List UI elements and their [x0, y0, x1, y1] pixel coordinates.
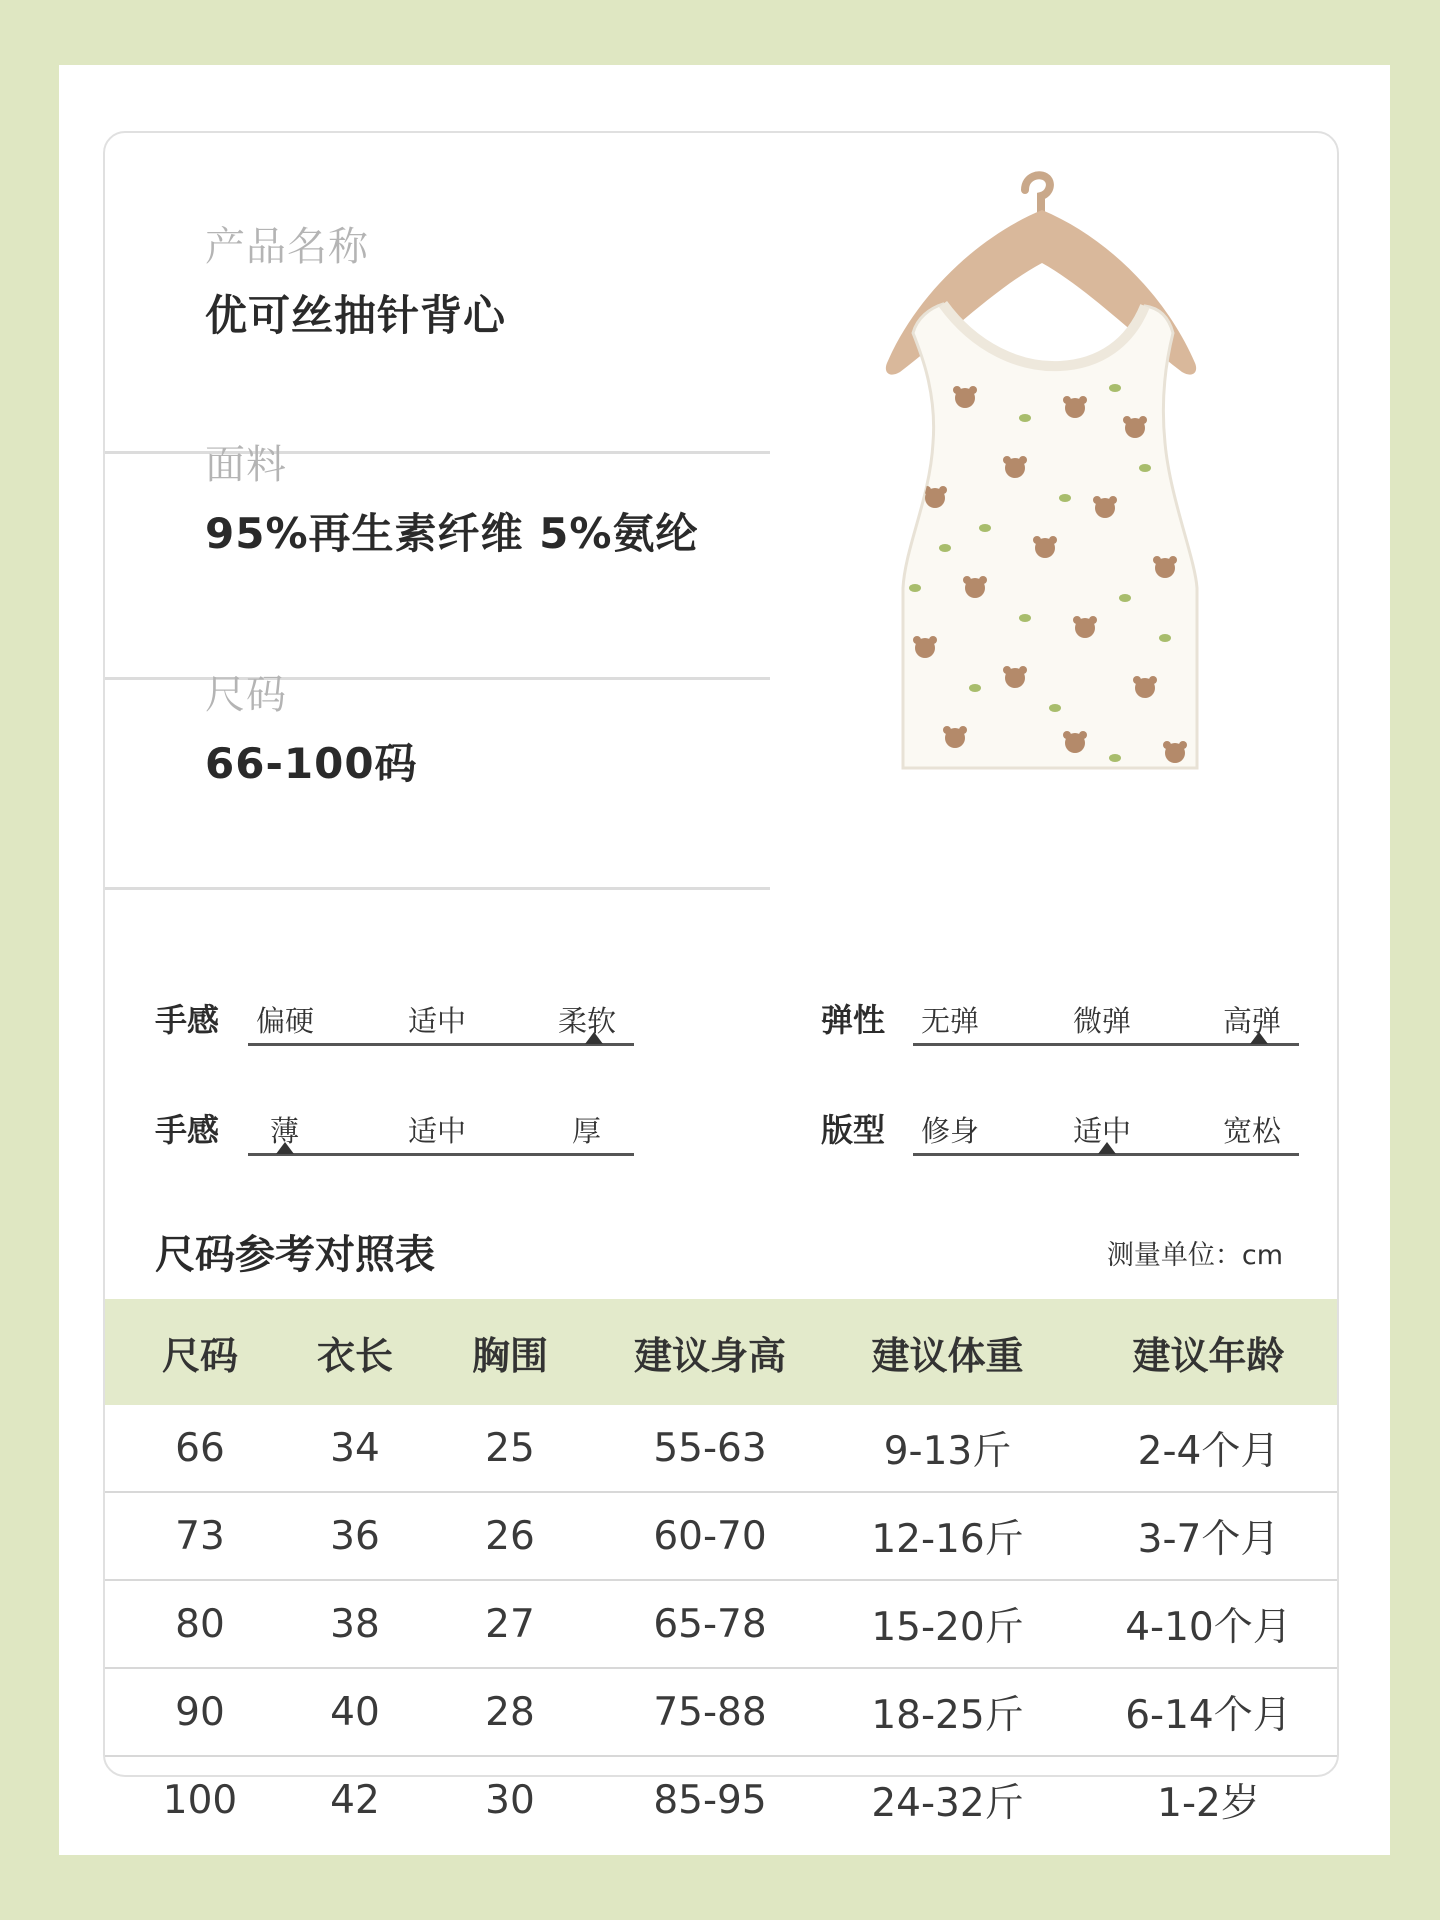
table-cell: 40 [295, 1668, 415, 1756]
scale-marker [276, 1142, 294, 1154]
measurement-unit: 测量单位：cm [1106, 1240, 1283, 1271]
scale-line [913, 1043, 1299, 1046]
table-cell: 25 [415, 1405, 605, 1492]
size-range-value: 66-100码 [205, 739, 418, 788]
scale-marker [585, 1032, 603, 1044]
header-chest: 胸围 [415, 1299, 605, 1405]
scale-option: 适中 [1073, 1114, 1132, 1148]
table-cell: 34 [295, 1405, 415, 1492]
table-cell: 1-2岁 [1157, 1781, 1260, 1826]
attr-title-thickness: 手感 [155, 1111, 220, 1149]
table-cell: 30 [485, 1777, 535, 1823]
scale-option: 适中 [408, 1114, 467, 1148]
table-cell: 24-32斤 [871, 1781, 1024, 1826]
table-cell: 80 [105, 1580, 295, 1668]
product-name-value: 优可丝抽针背心 [205, 291, 507, 340]
table-row [105, 1668, 1337, 1756]
scale-marker [1250, 1032, 1268, 1044]
size-chart-title: 尺码参考对照表 [155, 1232, 435, 1278]
attr-title-fit: 版型 [821, 1111, 886, 1149]
table-cell: 4-10个月 [1080, 1580, 1337, 1668]
table-cell: 75-88 [605, 1668, 815, 1756]
scale-option: 适中 [408, 1004, 467, 1038]
fabric-label: 面料 [205, 442, 287, 488]
product-image [825, 168, 1245, 798]
table-cell: 18-25斤 [815, 1668, 1080, 1756]
table-cell: 73 [105, 1492, 295, 1580]
attr-title-feel: 手感 [155, 1001, 220, 1039]
table-cell: 28 [415, 1668, 605, 1756]
table-cell: 65-78 [605, 1580, 815, 1668]
thickness-scale [248, 1109, 634, 1159]
table-cell: 100 [162, 1777, 238, 1823]
scale-option: 无弹 [921, 1004, 980, 1038]
size-range-label: 尺码 [205, 672, 287, 718]
table-cell: 15-20斤 [815, 1580, 1080, 1668]
divider [105, 887, 770, 890]
scale-marker [1098, 1142, 1116, 1154]
feel-scale [248, 999, 634, 1049]
scale-line [248, 1043, 634, 1046]
table-cell: 27 [415, 1580, 605, 1668]
table-cell: 66 [105, 1405, 295, 1492]
header-height: 建议身高 [605, 1299, 815, 1405]
table-row [105, 1756, 1337, 1843]
header-age: 建议年龄 [1080, 1299, 1337, 1405]
table-cell: 36 [295, 1492, 415, 1580]
page-sheet [59, 65, 1390, 1855]
scale-option: 微弹 [1073, 1004, 1132, 1038]
header-length: 衣长 [295, 1299, 415, 1405]
scale-option: 高弹 [1223, 1004, 1282, 1038]
table-cell: 9-13斤 [815, 1405, 1080, 1492]
table-cell: 42 [330, 1777, 380, 1823]
table-row [105, 1492, 1337, 1580]
table-row [105, 1580, 1337, 1668]
scale-option: 修身 [921, 1114, 980, 1148]
table-cell: 55-63 [605, 1405, 815, 1492]
fit-scale [913, 1109, 1299, 1159]
scale-option: 柔软 [558, 1004, 617, 1038]
table-cell: 26 [415, 1492, 605, 1580]
table-cell: 12-16斤 [815, 1492, 1080, 1580]
scale-option: 偏硬 [256, 1004, 315, 1038]
scale-option: 薄 [270, 1114, 300, 1148]
table-cell: 6-14个月 [1080, 1668, 1337, 1756]
elasticity-scale [913, 999, 1299, 1049]
table-cell: 90 [105, 1668, 295, 1756]
table-cell: 2-4个月 [1080, 1405, 1337, 1492]
product-card [103, 131, 1339, 1826]
scale-line [248, 1153, 634, 1156]
attr-title-elasticity: 弹性 [821, 1001, 886, 1039]
header-weight: 建议体重 [815, 1299, 1080, 1405]
table-cell: 3-7个月 [1080, 1492, 1337, 1580]
fabric-value: 95%再生素纤维 5%氨纶 [205, 509, 699, 558]
scale-option: 厚 [572, 1114, 602, 1148]
table-cell: 60-70 [605, 1492, 815, 1580]
table-cell: 38 [295, 1580, 415, 1668]
product-name-label: 产品名称 [205, 224, 369, 270]
size-table [105, 1299, 1337, 1843]
table-row [105, 1405, 1337, 1492]
header-size: 尺码 [105, 1299, 295, 1405]
table-cell: 85-95 [653, 1777, 767, 1823]
scale-option: 宽松 [1223, 1114, 1282, 1148]
table-header-row [105, 1299, 1337, 1405]
